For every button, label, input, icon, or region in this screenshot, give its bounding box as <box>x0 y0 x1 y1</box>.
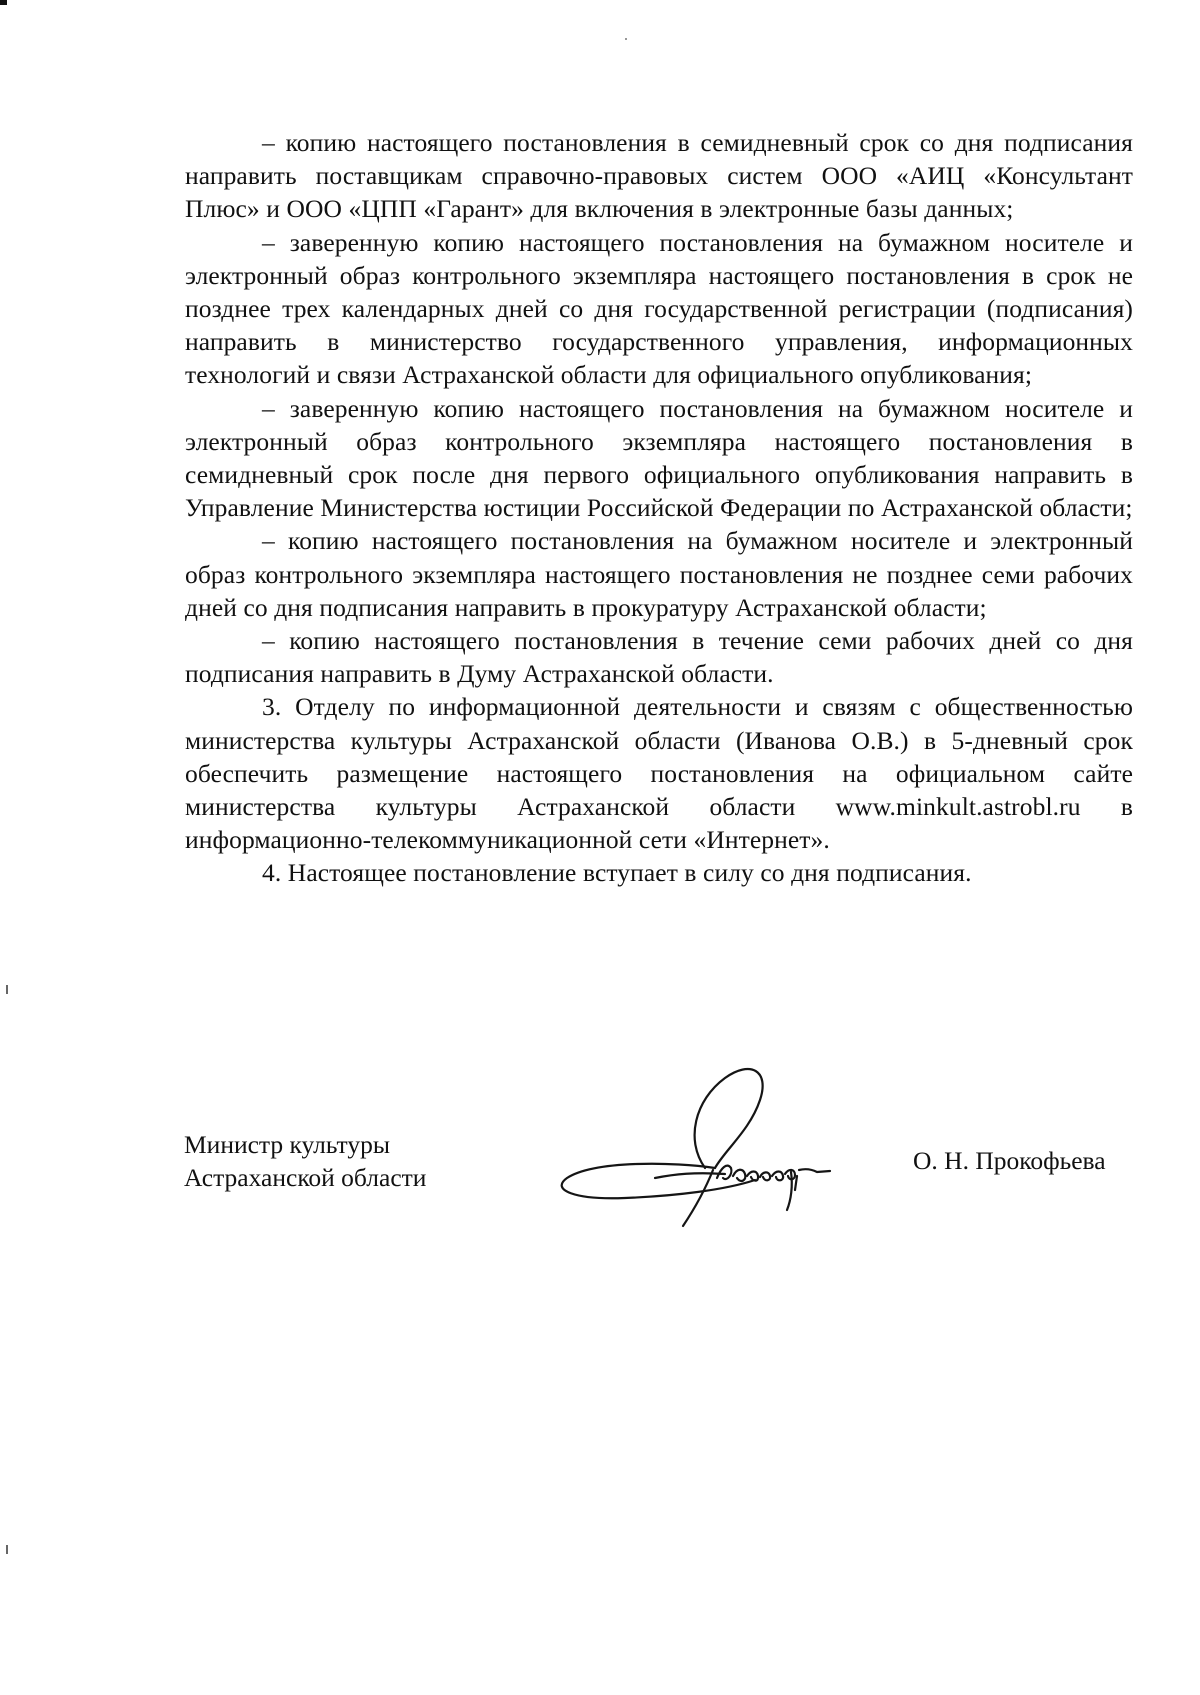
signatory-title-line-2: Астраханской области <box>184 1163 427 1192</box>
signatory-title <box>184 1128 426 1194</box>
paragraph-send-copy-publication: – заверенную копию настоящего постановления на бумажном носителе и электронный образ контрольного экземпляра настоящего постановления в срок не позднее трех календарных дней со дня государственной регистрации (подписания) направить в министерство государственного управления, информационных технологий и связи Астраханской области для официального опубликования; <box>185 227 1133 390</box>
scan-artifact <box>0 0 7 5</box>
document-body <box>185 126 1133 890</box>
paragraph-send-copy-duma: – копию настоящего постановления в течение семи рабочих дней со дня подписания направить в Думу Астраханской области. <box>185 626 1133 689</box>
scan-artifact <box>625 38 627 40</box>
paragraph-send-copy-legal-systems: – копию настоящего постановления в семидневный срок со дня подписания направить поставщикам справочно-правовых систем ООО «АИЦ «Консультант Плюс» и ООО «ЦПП «Гарант» для включения в электронные базы данных; <box>185 128 1133 224</box>
handwritten-signature <box>555 1050 915 1230</box>
signatory-name: О. Н. Прокофьева <box>913 1146 1106 1175</box>
paragraph-item-4-effective-date: 4. Настоящее постановление вступает в силу со дня подписания. <box>262 858 972 888</box>
signatory-title-line-1: Министр культуры <box>184 1130 390 1159</box>
scan-artifact <box>6 985 8 994</box>
paragraph-item-3-website: 3. Отделу по информационной деятельности и связям с общественностью министерства культуры Астраханской области (Иванова О.В.) в 5-дневный срок обеспечить размещение настоящего постановления на официальном сайте министерства культуры Астраханской области www.minkult.astrobl.ru в информационно-телекоммуникационной сети «Интернет». <box>185 692 1133 855</box>
paragraph-send-copy-justice-ministry: – заверенную копию настоящего постановления на бумажном носителе и электронный образ контрольного экземпляра настоящего постановления в семидневный срок после дня первого официального опубликования направить в Управление Министерства юстиции Российской Федерации по Астраханской области; <box>185 393 1133 523</box>
paragraph-send-copy-prosecutor: – копию настоящего постановления на бумажном носителе и электронный образ контрольного экземпляра настоящего постановления не позднее семи рабочих дней со дня подписания направить в прокуратуру Астраханской области; <box>185 526 1133 622</box>
scan-artifact <box>6 1545 8 1554</box>
